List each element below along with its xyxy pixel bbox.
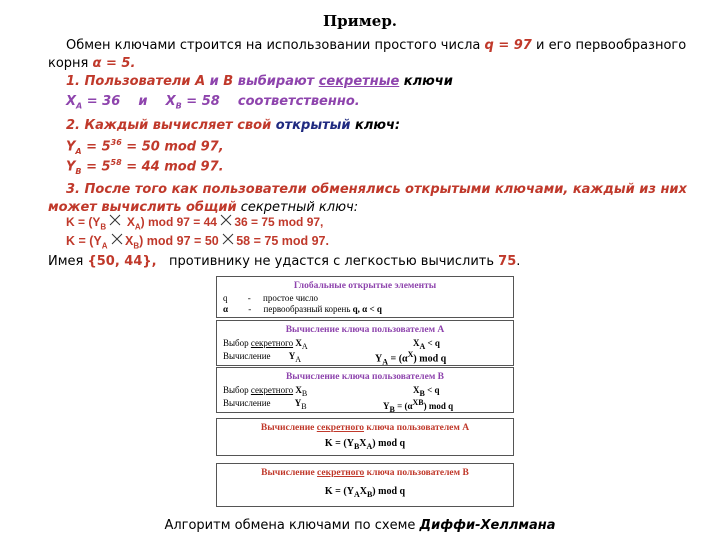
user-b-r1c-sub: B xyxy=(301,388,308,398)
user-b-row-2 xyxy=(223,398,307,411)
user-a-r2c: Y xyxy=(375,353,383,365)
yb-sup: 58 xyxy=(110,158,122,167)
k-formula-1 xyxy=(66,214,323,231)
global-r1a: q xyxy=(223,293,228,303)
secret-a-sub1: B xyxy=(353,442,360,451)
xa-label: X xyxy=(66,94,77,109)
user-a-header: Вычисление ключа пользователем А xyxy=(285,325,445,335)
step1-values xyxy=(66,94,360,111)
user-a-row-2 xyxy=(223,351,301,364)
user-b-r2c-sub: B xyxy=(389,404,395,414)
step2-num: 2. xyxy=(66,118,80,133)
xb-value: = 58 xyxy=(186,94,220,109)
user-b-r2e: ) mod q xyxy=(423,401,454,411)
global-r2d: q, α < q xyxy=(352,304,382,314)
secret-a-header xyxy=(217,423,513,433)
alpha-value: α = 5. xyxy=(92,56,136,71)
yb-formula xyxy=(66,158,224,176)
secret-a-h1: Вычисление xyxy=(260,423,315,433)
yb-eq: = 5 xyxy=(86,159,111,175)
user-b-row-1-right xyxy=(413,385,439,398)
user-a-box xyxy=(216,320,514,366)
cross-icon xyxy=(220,214,234,229)
user-b-r1e: < q xyxy=(427,385,440,395)
k2-mid: X xyxy=(125,234,134,248)
secret-b-h3: ключа пользователем В xyxy=(366,468,469,478)
user-b-row-1 xyxy=(223,385,307,398)
secret-a-box xyxy=(216,418,514,456)
step1-keys: ключи xyxy=(403,74,453,89)
step3-line-2 xyxy=(48,200,358,215)
ya-y: Y xyxy=(66,139,76,155)
k1-sub2: A xyxy=(134,222,141,232)
user-b-r1d-sub: B xyxy=(419,388,425,398)
k2-left: K = (Y xyxy=(66,234,102,248)
step1-num: 1. Пользователи xyxy=(66,74,191,89)
k2-sub1: A xyxy=(101,241,108,251)
secret-a-formula xyxy=(217,438,513,451)
step2-key: ключ: xyxy=(355,118,401,133)
final-text-2: противнику не удастся с легкостью вычислить xyxy=(169,254,495,269)
intro-text-3: корня xyxy=(48,56,89,71)
secret-a-sub2: A xyxy=(366,442,373,451)
yb-rest: = 44 mod 97. xyxy=(126,159,224,175)
secret-b-formula xyxy=(217,486,513,499)
k1-left: K = (Y xyxy=(66,215,101,229)
user-a-r2b-sub: A xyxy=(295,354,302,364)
k1-mid: X xyxy=(126,215,135,229)
user-a-row-1-right xyxy=(413,338,440,351)
cross-icon xyxy=(111,233,125,248)
page-title: Пример. xyxy=(322,12,398,30)
global-r2b: - xyxy=(248,304,252,314)
user-b-row-2-right xyxy=(383,398,453,414)
xb-label: X xyxy=(165,94,176,109)
secret-b-header xyxy=(217,468,513,478)
k2-tail: 58 = 75 mod 97. xyxy=(236,234,329,248)
user-b-box xyxy=(216,367,514,413)
ya-formula xyxy=(66,138,224,156)
user-a-r1d: X xyxy=(413,338,420,348)
intro-line-1 xyxy=(66,38,686,53)
global-row-2 xyxy=(223,304,382,314)
user-b-r2a: Вычисление xyxy=(223,398,271,408)
intro-text-2: и его первообразного xyxy=(536,38,687,53)
user-a-row-2-right xyxy=(375,350,446,366)
step3-text-a: может вычислить общий xyxy=(48,200,237,215)
yb-sub: B xyxy=(75,166,82,176)
secret-b-mid: X xyxy=(359,486,367,497)
global-r1b: - xyxy=(247,293,251,303)
final-line xyxy=(48,254,520,269)
secret-b-sub1: A xyxy=(353,490,360,499)
yb-y: Y xyxy=(66,159,76,175)
user-a-r1c: X xyxy=(295,338,302,348)
secret-b-end: ) mod q xyxy=(372,486,406,497)
k2-right: ) mod 97 = 50 xyxy=(139,234,219,248)
secret-b-h2: секретного xyxy=(317,468,365,478)
user-a-r1c-sub: A xyxy=(301,341,308,351)
global-r2c: первообразный корень xyxy=(263,304,351,314)
step2-line xyxy=(66,118,400,133)
ya-sub: A xyxy=(75,146,82,156)
user-a-r2b: Y xyxy=(288,351,296,361)
q-value: q = 97 xyxy=(484,38,532,53)
secret-b-box xyxy=(216,463,514,507)
k1-sub1: B xyxy=(100,222,107,232)
global-row-1 xyxy=(223,293,318,303)
intro-line-2 xyxy=(48,56,135,71)
secret-a-end: ) mod q xyxy=(372,438,406,449)
global-r1c: простое число xyxy=(263,293,319,303)
step1-secret: секретные xyxy=(318,74,400,89)
user-b-r2b-sub: B xyxy=(301,401,307,411)
user-b-r1b: секретного xyxy=(250,385,294,395)
user-a-row-1 xyxy=(223,338,308,351)
user-b-r1d: X xyxy=(413,385,420,395)
user-a-r1b: секретного xyxy=(250,338,294,348)
k1-right: ) mod 97 = 44 xyxy=(140,215,217,229)
secret-b-sub2: B xyxy=(366,490,373,499)
user-b-header: Вычисление ключа пользователем В xyxy=(285,372,445,382)
user-b-r2d-sup: XB xyxy=(412,398,424,407)
values-resp: соответственно. xyxy=(237,94,360,109)
user-b-r2b: Y xyxy=(294,398,302,408)
figure-caption xyxy=(0,518,720,533)
step2-open: открытый xyxy=(275,118,351,133)
user-a-r2d-sup: X xyxy=(407,350,414,359)
step3-text-b: секретный ключ: xyxy=(240,200,359,215)
final-dot: . xyxy=(516,254,521,269)
global-elements-box xyxy=(216,276,514,318)
final-num: 75 xyxy=(498,254,517,269)
intro-text: Обмен ключами строится на использовании простого числа xyxy=(66,38,481,53)
step1-verb: выбирают xyxy=(237,74,315,89)
user-a-r1a: Выбор xyxy=(223,338,249,348)
step1-and: и xyxy=(209,74,219,89)
step2-text: Каждый вычисляет свой xyxy=(84,118,272,133)
user-b-r1c: X xyxy=(295,385,302,395)
secret-a-f: K = (Y xyxy=(324,438,354,449)
cross-icon xyxy=(222,233,236,248)
user-a-r2d: = (α xyxy=(390,353,408,365)
global-header: Глобальные открытые элементы xyxy=(293,281,437,291)
user-b-r1a: Выбор xyxy=(223,385,249,395)
xa-value: = 36 xyxy=(86,94,121,109)
secret-b-h1: Вычисление xyxy=(261,468,315,478)
secret-a-h2: секретного xyxy=(316,423,365,433)
secret-a-h3: ключа пользователем А xyxy=(366,423,470,433)
caption-text: Алгоритм обмена ключами по схеме xyxy=(164,518,416,533)
values-and: и xyxy=(138,94,148,109)
user-a-r1d-sub: A xyxy=(419,341,426,351)
final-text-1: Имея xyxy=(48,254,84,269)
user-a-r2c-sub: A xyxy=(382,357,389,367)
global-r2a: α xyxy=(223,304,229,314)
user-a-r2a: Вычисление xyxy=(223,351,271,361)
step1-a: A xyxy=(195,74,206,89)
user-a-r2e: ) mod q xyxy=(413,353,447,365)
secret-a-mid: X xyxy=(359,438,367,449)
ya-rest: = 50 mod 97, xyxy=(126,139,224,155)
ya-sup: 36 xyxy=(110,138,122,147)
cross-icon xyxy=(109,214,123,229)
user-a-r1e: < q xyxy=(427,338,440,348)
k-formula-2 xyxy=(66,233,329,251)
user-b-r2c: Y xyxy=(383,401,390,411)
final-pair: {50, 44}, xyxy=(87,254,157,269)
step1-b: B xyxy=(223,74,234,89)
user-b-r2d: = (α xyxy=(397,401,413,411)
ya-eq: = 5 xyxy=(86,139,111,155)
k1-tail: 36 = 75 mod 97, xyxy=(234,215,324,229)
step3-line-1: 3. После того как пользователи обменялись открытыми ключами, каждый из них xyxy=(66,182,687,197)
caption-name: Диффи-Хеллмана xyxy=(419,518,556,533)
k2-sub2: B xyxy=(133,241,140,251)
xb-sub: B xyxy=(175,101,182,111)
xa-sub: A xyxy=(76,101,83,111)
secret-b-f: K = (Y xyxy=(324,486,354,497)
step1-line xyxy=(66,74,453,89)
